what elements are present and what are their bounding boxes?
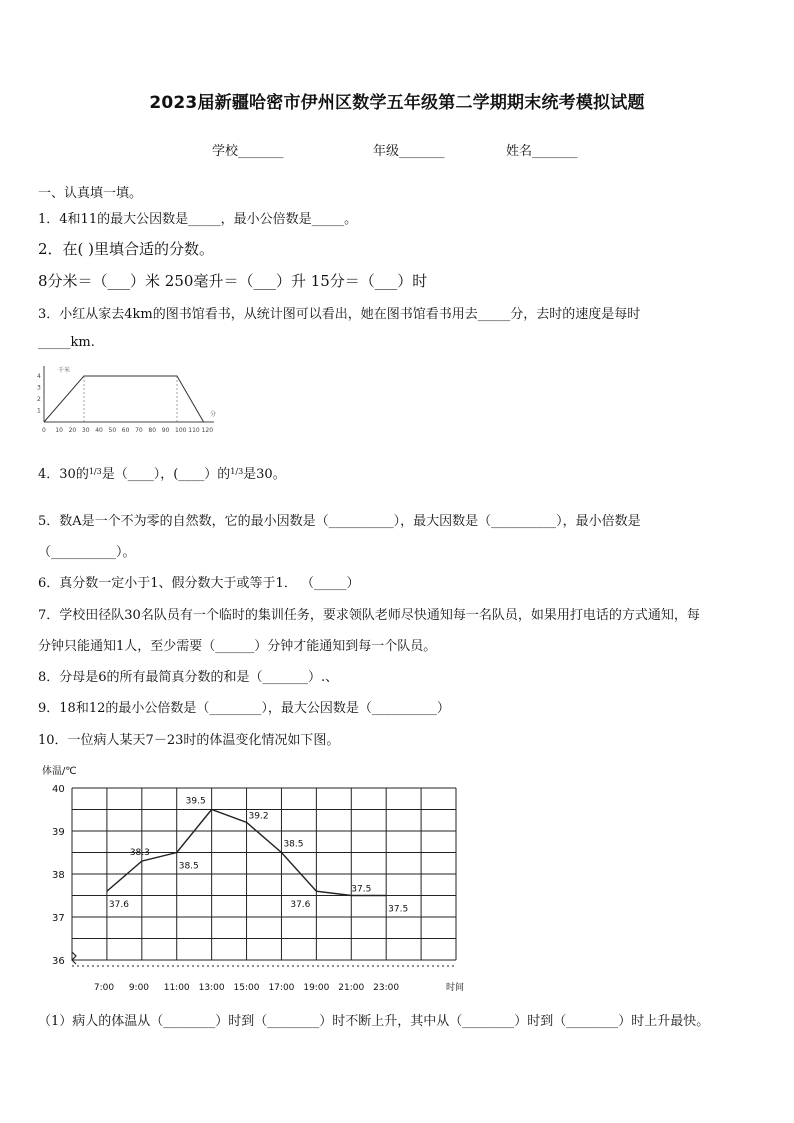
temperature-chart (36, 760, 476, 996)
distance-time-chart (34, 362, 224, 436)
temp-value-labels (109, 797, 408, 915)
temp-y-ticks (52, 784, 65, 967)
name-field: 姓名_______ (506, 144, 578, 159)
small-x-tick: 0 (42, 427, 46, 434)
question-4-part-c: 是30。 (243, 467, 286, 482)
small-x-tick: 30 (81, 427, 90, 434)
temp-ylabel: 体温/℃ (42, 766, 77, 777)
temp-xlabel: 时间 (446, 983, 465, 993)
x-tick-label: 7:00 (93, 983, 115, 993)
small-y-tick: 4 (37, 373, 41, 380)
question-6: 6．真分数一定小于1、假分数大于或等于1． （_____） (38, 576, 360, 591)
small-x-tick: 50 (108, 427, 117, 434)
small-x-tick: 100 (175, 427, 187, 434)
question-3: 3．小红从家去4km的图书馆看书，从统计图可以看出，她在图书馆看书用去_____分，去时的速度是每时 (38, 307, 641, 322)
x-tick-label: 21:00 (338, 983, 365, 993)
y-tick-label: 39 (52, 827, 65, 838)
question-4 (38, 463, 286, 482)
question-10-sub1: （1）病人的体温从（________）时到（________）时不断上升，其中从（________）时到（________）时上升最快。 (38, 1014, 710, 1029)
x-tick-label: 11:00 (163, 983, 190, 993)
x-tick-label: 23:00 (373, 983, 400, 993)
question-7: 7．学校田径队30名队员有一个临时的集训任务，要求领队老师尽快通知每一名队员，如果用打电话的方式通知，每 (38, 608, 700, 623)
y-tick-label: 38 (52, 870, 65, 881)
y-tick-label: 37 (52, 913, 65, 924)
x-tick-label: 9:00 (128, 983, 150, 993)
question-7-cont: 分钟只能通知1人，至少需要（______）分钟才能通知到每一个队员。 (38, 639, 437, 654)
section-heading: 一、认真填一填。 (38, 186, 143, 201)
x-tick-label: 19:00 (303, 983, 330, 993)
data-label: 37.6 (108, 900, 129, 911)
x-tick-label: 13:00 (198, 983, 225, 993)
question-10: 10．一位病人某天7－23时的体温变化情况如下图。 (38, 733, 340, 748)
small-x-tick: 110 (188, 427, 200, 434)
page-title: 2023届新疆哈密市伊州区数学五年级第二学期期末统考模拟试题 (149, 93, 645, 113)
temp-x-ticks (72, 966, 456, 993)
question-3-cont: _____km. (38, 335, 95, 350)
x-tick-label: 17:00 (268, 983, 295, 993)
school-field: 学校_______ (212, 144, 284, 159)
small-y-tick: 1 (37, 407, 41, 415)
x-tick-label: 15:00 (233, 983, 260, 993)
axis-break-icon (72, 952, 76, 964)
question-8: 8．分母是6的所有最简真分数的和是（_______）.、 (38, 670, 339, 685)
question-5: 5．数A是一个不为零的自然数，它的最小因数是（__________），最大因数是（__________），最小倍数是 (38, 514, 641, 529)
small-x-tick: 120 (201, 427, 214, 434)
question-5-cont: （__________）。 (38, 545, 136, 560)
small-xlabel: 分 (210, 411, 217, 418)
small-y-tick: 2 (37, 396, 41, 403)
small-x-tick: 70 (135, 427, 143, 434)
small-x-tick: 10 (55, 427, 63, 434)
data-label: 38.5 (178, 861, 199, 872)
small-x-tick: 20 (68, 427, 77, 434)
question-1: 1．4和11的最大公因数是_____，最小公倍数是_____。 (38, 212, 358, 227)
data-label: 37.6 (290, 900, 311, 911)
small-chart-line (44, 376, 204, 422)
fraction-one-third: 1/3 (88, 467, 102, 476)
data-label: 37.5 (388, 904, 409, 915)
small-x-tick: 60 (121, 427, 130, 434)
question-2: 2．在( )里填合适的分数。 (38, 240, 215, 258)
small-ticks (37, 373, 213, 434)
y-tick-label: 36 (52, 956, 65, 967)
small-x-tick: 90 (161, 427, 170, 434)
question-9: 9．18和12的最小公倍数是（________），最大公因数是（__________） (38, 701, 450, 716)
fraction-one-third-2: 1/3 (230, 467, 244, 476)
question-4-part-b: 是（____），(____）的 (101, 467, 231, 482)
question-2-items: 8分米＝（___）米 250毫升＝（___）升 15分＝（___）时 (38, 272, 428, 290)
data-label: 39.5 (185, 796, 206, 807)
small-y-tick: 3 (37, 384, 41, 392)
small-ylabel: 千米 (58, 367, 71, 374)
small-x-tick: 80 (148, 427, 157, 434)
grade-field: 年级_______ (373, 144, 445, 159)
question-4-part-a: 4．30的 (38, 467, 89, 482)
data-label: 37.5 (351, 884, 372, 895)
small-x-tick: 40 (95, 427, 103, 434)
data-label: 38.5 (283, 839, 304, 850)
data-label: 39.2 (248, 811, 269, 822)
y-tick-label: 40 (52, 784, 65, 795)
data-label: 38.3 (129, 848, 150, 859)
